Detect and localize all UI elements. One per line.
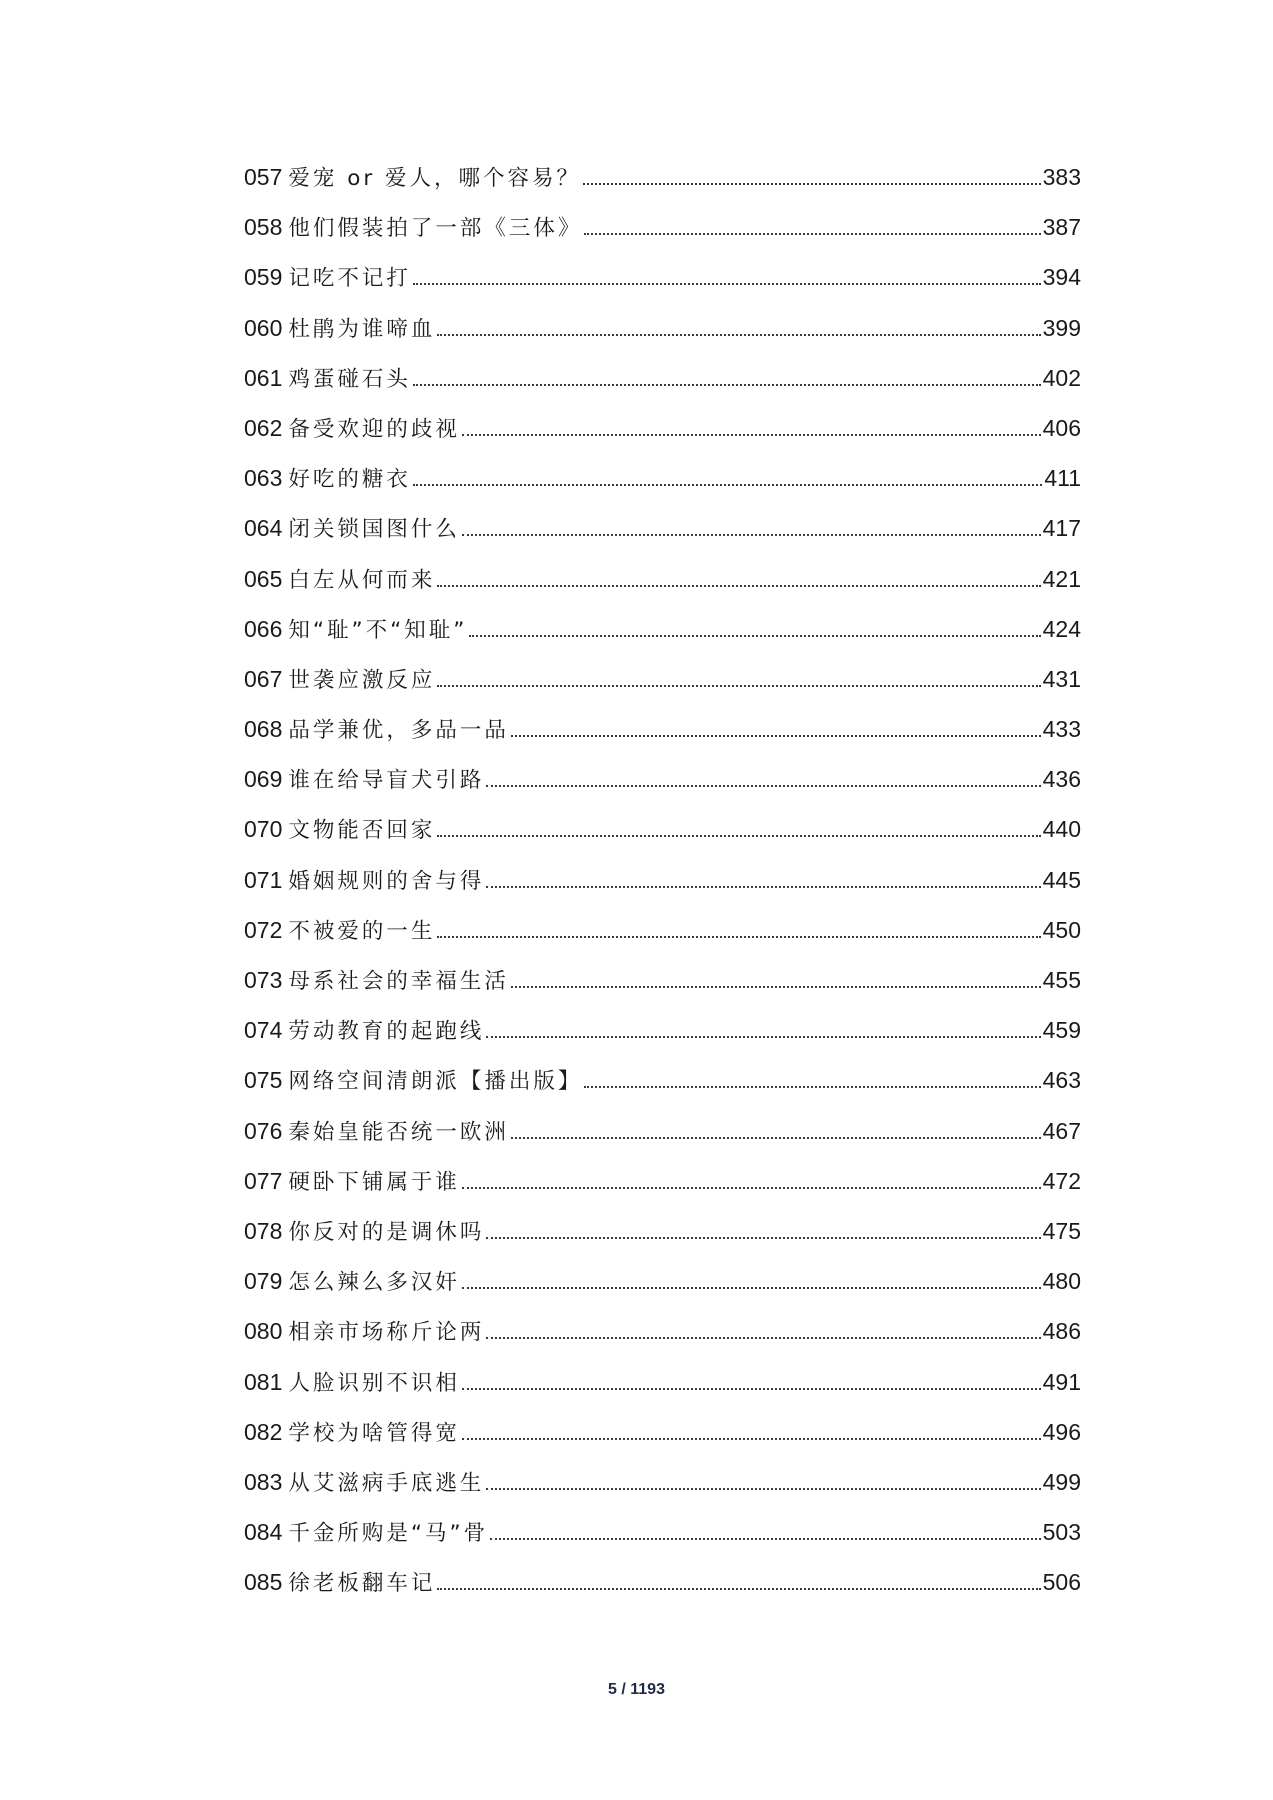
toc-entry-title: 从艾滋病手底逃生 [288, 1470, 485, 1496]
toc-entry-title: 闭关锁国图什么 [288, 517, 460, 543]
toc-entry-number: 060 [244, 314, 283, 341]
toc-entry-page: 491 [1042, 1368, 1081, 1395]
toc-entry-page: 436 [1042, 766, 1081, 793]
toc-entry-number: 080 [244, 1318, 283, 1345]
toc-entry[interactable] [244, 463, 1081, 513]
toc-entry[interactable] [244, 1015, 1081, 1065]
toc-entry[interactable] [244, 513, 1081, 563]
dot-leader [462, 1437, 1041, 1440]
toc-entry-title: 怎么辣么多汉奸 [288, 1270, 460, 1296]
toc-entry-number: 081 [244, 1368, 283, 1395]
toc-entry-number: 070 [244, 816, 283, 843]
toc-entry-title: 谁在给导盲犬引路 [288, 768, 485, 794]
toc-entry-title: 人脸识别不识相 [288, 1370, 460, 1396]
toc-entry[interactable] [244, 965, 1081, 1015]
toc-entry-title: 徐老板翻车记 [288, 1571, 436, 1597]
dot-leader [511, 734, 1041, 737]
toc-entry-number: 059 [244, 264, 283, 291]
dot-leader [462, 433, 1041, 436]
toc-entry-page: 459 [1042, 1017, 1081, 1044]
toc-entry-title: 劳动教育的起跑线 [288, 1019, 485, 1045]
toc-entry-page: 503 [1042, 1519, 1081, 1546]
toc-entry-page: 406 [1042, 414, 1081, 441]
toc-entry-number: 062 [244, 414, 283, 441]
toc-entry-title: 秦始皇能否统一欧洲 [288, 1119, 509, 1145]
toc-entry-number: 057 [244, 164, 283, 190]
toc-entry[interactable] [244, 1567, 1081, 1617]
toc-entry-page: 411 [1044, 465, 1081, 492]
dot-leader [413, 383, 1041, 386]
toc-entry-title: 学校为啥管得宽 [288, 1420, 460, 1446]
toc-entry-page: 387 [1042, 214, 1081, 241]
toc-entry-number: 068 [244, 716, 283, 743]
toc-entry-number: 074 [244, 1017, 283, 1044]
toc-entry[interactable] [244, 714, 1081, 764]
toc-entry-page: 424 [1042, 615, 1081, 642]
toc-entry-number: 085 [244, 1569, 283, 1596]
toc-entry-title: 婚姻规则的舍与得 [288, 868, 485, 894]
toc-entry[interactable] [244, 614, 1081, 664]
toc-entry-title: 好吃的糖衣 [288, 467, 411, 493]
dot-leader [486, 1236, 1040, 1239]
toc-entry-number: 065 [244, 565, 283, 592]
toc-entry-page: 421 [1042, 565, 1081, 592]
toc-entry[interactable] [244, 413, 1081, 463]
toc-entry-number: 075 [244, 1067, 283, 1094]
toc-entry-page: 499 [1042, 1468, 1081, 1495]
toc-entry-title: 你反对的是调休吗 [288, 1219, 485, 1245]
dot-leader [462, 1387, 1041, 1390]
dot-leader [511, 985, 1041, 988]
dot-leader [486, 885, 1040, 888]
toc-entry-number: 073 [244, 967, 283, 993]
dot-leader [486, 1487, 1040, 1490]
toc-entry-title: 记吃不记打 [288, 266, 411, 292]
dot-leader [583, 182, 1041, 185]
toc-entry-title: 知“耻”不“知耻” [288, 617, 468, 643]
toc-entry[interactable] [244, 915, 1081, 965]
toc-entry[interactable] [244, 363, 1081, 413]
dot-leader [437, 684, 1040, 687]
toc-entry[interactable] [244, 1417, 1081, 1467]
toc-entry[interactable] [244, 1166, 1081, 1216]
toc-entry-page: 475 [1042, 1217, 1081, 1244]
toc-entry-title: 鸡蛋碰石头 [288, 366, 411, 392]
toc-entry-number: 069 [244, 766, 283, 793]
dot-leader [437, 584, 1040, 587]
toc-entry-title: 母系社会的幸福生活 [288, 969, 509, 994]
dot-leader [437, 935, 1040, 938]
toc-entry-page: 467 [1042, 1117, 1081, 1144]
toc-entry-page: 399 [1042, 314, 1081, 341]
dot-leader [486, 784, 1040, 787]
toc-entry-number: 066 [244, 615, 283, 642]
toc-entry-page: 445 [1042, 866, 1081, 893]
toc-entry-title: 品学兼优，多品一品 [288, 718, 509, 744]
dot-leader [490, 1537, 1040, 1540]
toc-entry-title: 文物能否回家 [288, 818, 436, 844]
dot-leader [462, 1286, 1041, 1289]
dot-leader [469, 634, 1040, 637]
toc-entry-title: 硬卧下铺属于谁 [288, 1169, 460, 1195]
dot-leader [413, 282, 1041, 285]
toc-entry-number: 064 [244, 515, 283, 542]
toc-entry-number: 058 [244, 214, 283, 241]
toc-entry-number: 077 [244, 1167, 283, 1194]
toc-entry-page: 496 [1042, 1418, 1081, 1445]
toc-entry-page: 394 [1042, 264, 1081, 291]
dot-leader [584, 232, 1040, 235]
toc-entry[interactable] [244, 1316, 1081, 1366]
toc-entry-title: 不被爱的一生 [288, 918, 436, 944]
toc-entry-title: 白左从何而来 [288, 567, 436, 593]
table-of-contents [244, 162, 1081, 1617]
toc-entry-number: 082 [244, 1418, 283, 1445]
toc-entry[interactable] [244, 1266, 1081, 1316]
dot-leader [584, 1085, 1040, 1088]
toc-entry-number: 061 [244, 364, 283, 391]
toc-entry-title: 杜鹃为谁啼血 [288, 316, 436, 342]
toc-entry-title: 世袭应激反应 [288, 667, 436, 693]
toc-entry[interactable] [244, 1517, 1081, 1567]
toc-entry-number: 078 [244, 1217, 283, 1244]
toc-entry-title: 千金所购是“马”骨 [288, 1521, 489, 1547]
dot-leader [486, 1336, 1040, 1339]
toc-entry[interactable] [244, 564, 1081, 614]
toc-entry-page: 433 [1042, 716, 1081, 743]
toc-entry-title: 爱宠 or 爱人，哪个容易？ [288, 166, 582, 191]
toc-entry[interactable] [244, 814, 1081, 864]
toc-entry-page: 402 [1042, 364, 1081, 391]
dot-leader [437, 1587, 1040, 1590]
dot-leader [413, 483, 1042, 486]
toc-entry-title: 他们假装拍了一部《三体》 [288, 216, 583, 242]
dot-leader [486, 1035, 1040, 1038]
toc-entry-page: 431 [1042, 665, 1081, 692]
toc-entry-number: 072 [244, 916, 283, 943]
toc-entry[interactable] [244, 262, 1081, 312]
toc-entry[interactable] [244, 1467, 1081, 1517]
toc-entry[interactable] [244, 313, 1081, 363]
toc-entry-page: 506 [1042, 1569, 1081, 1596]
toc-entry[interactable] [244, 1116, 1081, 1166]
toc-entry[interactable] [244, 1216, 1081, 1266]
toc-entry-page: 417 [1042, 515, 1081, 542]
toc-entry[interactable] [244, 212, 1081, 262]
toc-entry-number: 083 [244, 1468, 283, 1495]
toc-entry-title: 网络空间清朗派【播出版】 [288, 1069, 583, 1095]
toc-entry-page: 450 [1042, 916, 1081, 943]
toc-entry-title: 相亲市场称斤论两 [288, 1320, 485, 1346]
toc-entry-number: 076 [244, 1117, 283, 1144]
dot-leader [437, 834, 1040, 837]
toc-entry-number: 071 [244, 866, 283, 893]
toc-entry-number: 067 [244, 665, 283, 692]
toc-entry-page: 480 [1042, 1268, 1081, 1295]
toc-entry-page: 463 [1042, 1067, 1081, 1094]
toc-entry[interactable] [244, 664, 1081, 714]
toc-entry[interactable] [244, 764, 1081, 814]
toc-entry[interactable] [244, 162, 1081, 212]
dot-leader [511, 1136, 1041, 1139]
toc-entry-page: 472 [1042, 1167, 1081, 1194]
dot-leader [437, 333, 1040, 336]
toc-entry-number: 084 [244, 1519, 283, 1546]
toc-entry-page: 440 [1042, 816, 1081, 843]
page-number: 5 / 1193 [608, 1681, 665, 1698]
toc-entry-page: 455 [1042, 967, 1081, 993]
toc-entry[interactable] [244, 1367, 1081, 1417]
toc-entry-page: 486 [1042, 1318, 1081, 1345]
toc-entry-page: 383 [1042, 164, 1081, 190]
dot-leader [462, 533, 1041, 536]
toc-entry-number: 063 [244, 465, 283, 492]
toc-entry[interactable] [244, 1065, 1081, 1115]
toc-entry[interactable] [244, 865, 1081, 915]
toc-entry-title: 备受欢迎的歧视 [288, 416, 460, 442]
dot-leader [462, 1186, 1041, 1189]
toc-entry-number: 079 [244, 1268, 283, 1295]
